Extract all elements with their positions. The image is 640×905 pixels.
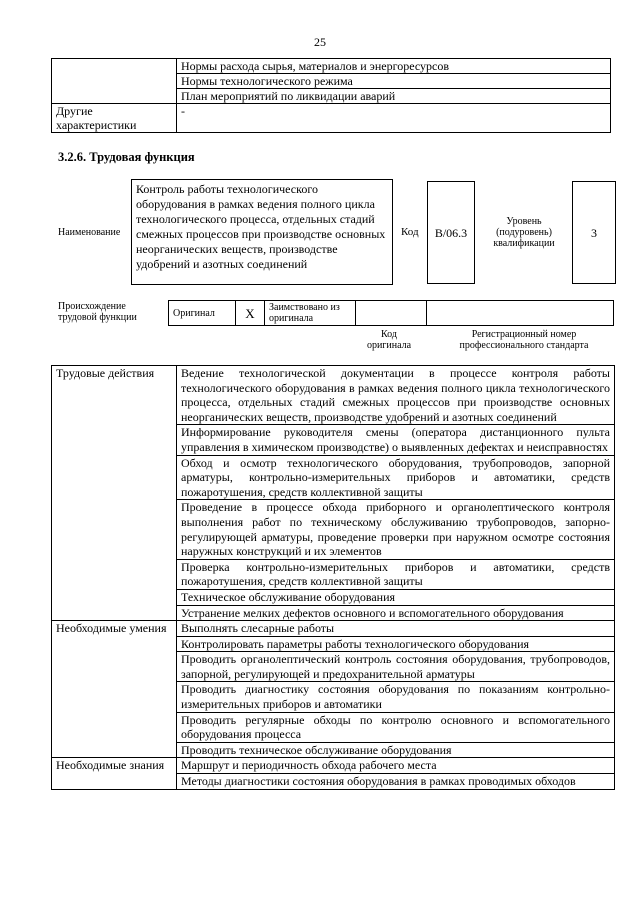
list-item: Ведение технологической документации в процессе контроля работы технологического оборудования в рамках ведения полного цикла технологического процесса, отдельных стадий смежных процессов при производстве основных неорганических веществ, производстве удобрений и азотных соединений [177, 366, 615, 425]
list-item: Контролировать параметры работы технологического оборудования [177, 636, 615, 652]
table-row [169, 301, 614, 326]
table-row [52, 104, 611, 133]
list-item: Техническое обслуживание оборудования [177, 589, 615, 605]
list-item: Выполнять слесарные работы [177, 621, 615, 637]
original-mark: X [236, 301, 265, 326]
table-cell-label: Другие характеристики [52, 104, 177, 133]
borrowed-label: Заимствовано из оригинала [265, 301, 356, 326]
list-item: Проводить регулярные обходы по контролю основного и вспомогательного оборудования процесса [177, 712, 615, 742]
skills-label: Необходимые умения [52, 621, 177, 758]
name-value: Контроль работы технологического оборудования в рамках ведения полного цикла технологического процесса, отдельных стадий смежных процессов при производстве основных неорганических веществ, производстве удобрений и азотных соединений [131, 179, 393, 285]
list-item: Проводить органолептический контроль состояния оборудования, трубопроводов, запорной, регулирующей и предохранительной арматуры [177, 652, 615, 682]
list-item: Проводить техническое обслуживание оборудования [177, 742, 615, 758]
main-table [51, 365, 615, 790]
code-original-cell [356, 301, 427, 326]
code-value: В/06.3 [427, 181, 475, 284]
original-label: Оригинал [169, 301, 236, 326]
code-label: Код [401, 226, 419, 238]
level-value: 3 [572, 181, 616, 284]
knowledge-label: Необходимые знания [52, 758, 177, 789]
table-row [52, 366, 615, 425]
list-item: Информирование руководителя смены (оператора дистанционного пульта управления в химическом производстве) о выявленных дефектах и неисправностях [177, 425, 615, 455]
top-table [51, 58, 611, 133]
list-item: Проверка контрольно-измерительных приборов и автоматики, средств пожаротушения, средств коллективной защиты [177, 559, 615, 589]
section-title: 3.2.6. Трудовая функция [58, 150, 195, 164]
labor-actions-label: Трудовые действия [52, 366, 177, 621]
table-cell: - [177, 104, 611, 133]
table-cell: Нормы расхода сырья, материалов и энергоресурсов [177, 59, 611, 74]
name-label: Наименование [58, 227, 121, 238]
table-cell: Нормы технологического режима [177, 74, 611, 89]
table-cell [52, 89, 177, 104]
origin-label: Происхождение трудовой функции [58, 301, 137, 323]
table-row [52, 59, 611, 74]
table-row [52, 89, 611, 104]
table-cell [52, 74, 177, 89]
list-item: Обход и осмотр технологического оборудования, трубопроводов, запорной арматуры, контрольно-измерительных приборов и автоматики, средств пожаротушения, средств коллективной защиты [177, 455, 615, 500]
page-number: 25 [314, 35, 326, 49]
code-original-caption: Код оригинала [366, 329, 412, 351]
table-cell [52, 59, 177, 74]
list-item: Проводить диагностику состояния оборудования по показаниям контрольно-измерительных приборов и автоматики [177, 682, 615, 712]
origin-table [168, 300, 614, 326]
table-row [52, 74, 611, 89]
table-row [52, 621, 615, 637]
list-item: Устранение мелких дефектов основного и вспомогательного оборудования [177, 605, 615, 621]
list-item: Проведение в процессе обхода приборного и органолептического контроля выполнения работ по техническому обслуживанию трубопроводов, запорно-регулирующей арматуры, проведение проверки при наружном осмотре состояния наружных конструкций и их элементов [177, 500, 615, 559]
level-label: Уровень (подуровень) квалификации [493, 216, 555, 249]
table-cell: План мероприятий по ликвидации аварий [177, 89, 611, 104]
list-item: Маршрут и периодичность обхода рабочего места [177, 758, 615, 774]
list-item: Методы диагностики состояния оборудования в рамках проводимых обходов [177, 774, 615, 790]
reg-number-cell [427, 301, 614, 326]
reg-number-caption: Регистрационный номер профессионального стандарта [459, 329, 589, 351]
table-row [52, 758, 615, 774]
